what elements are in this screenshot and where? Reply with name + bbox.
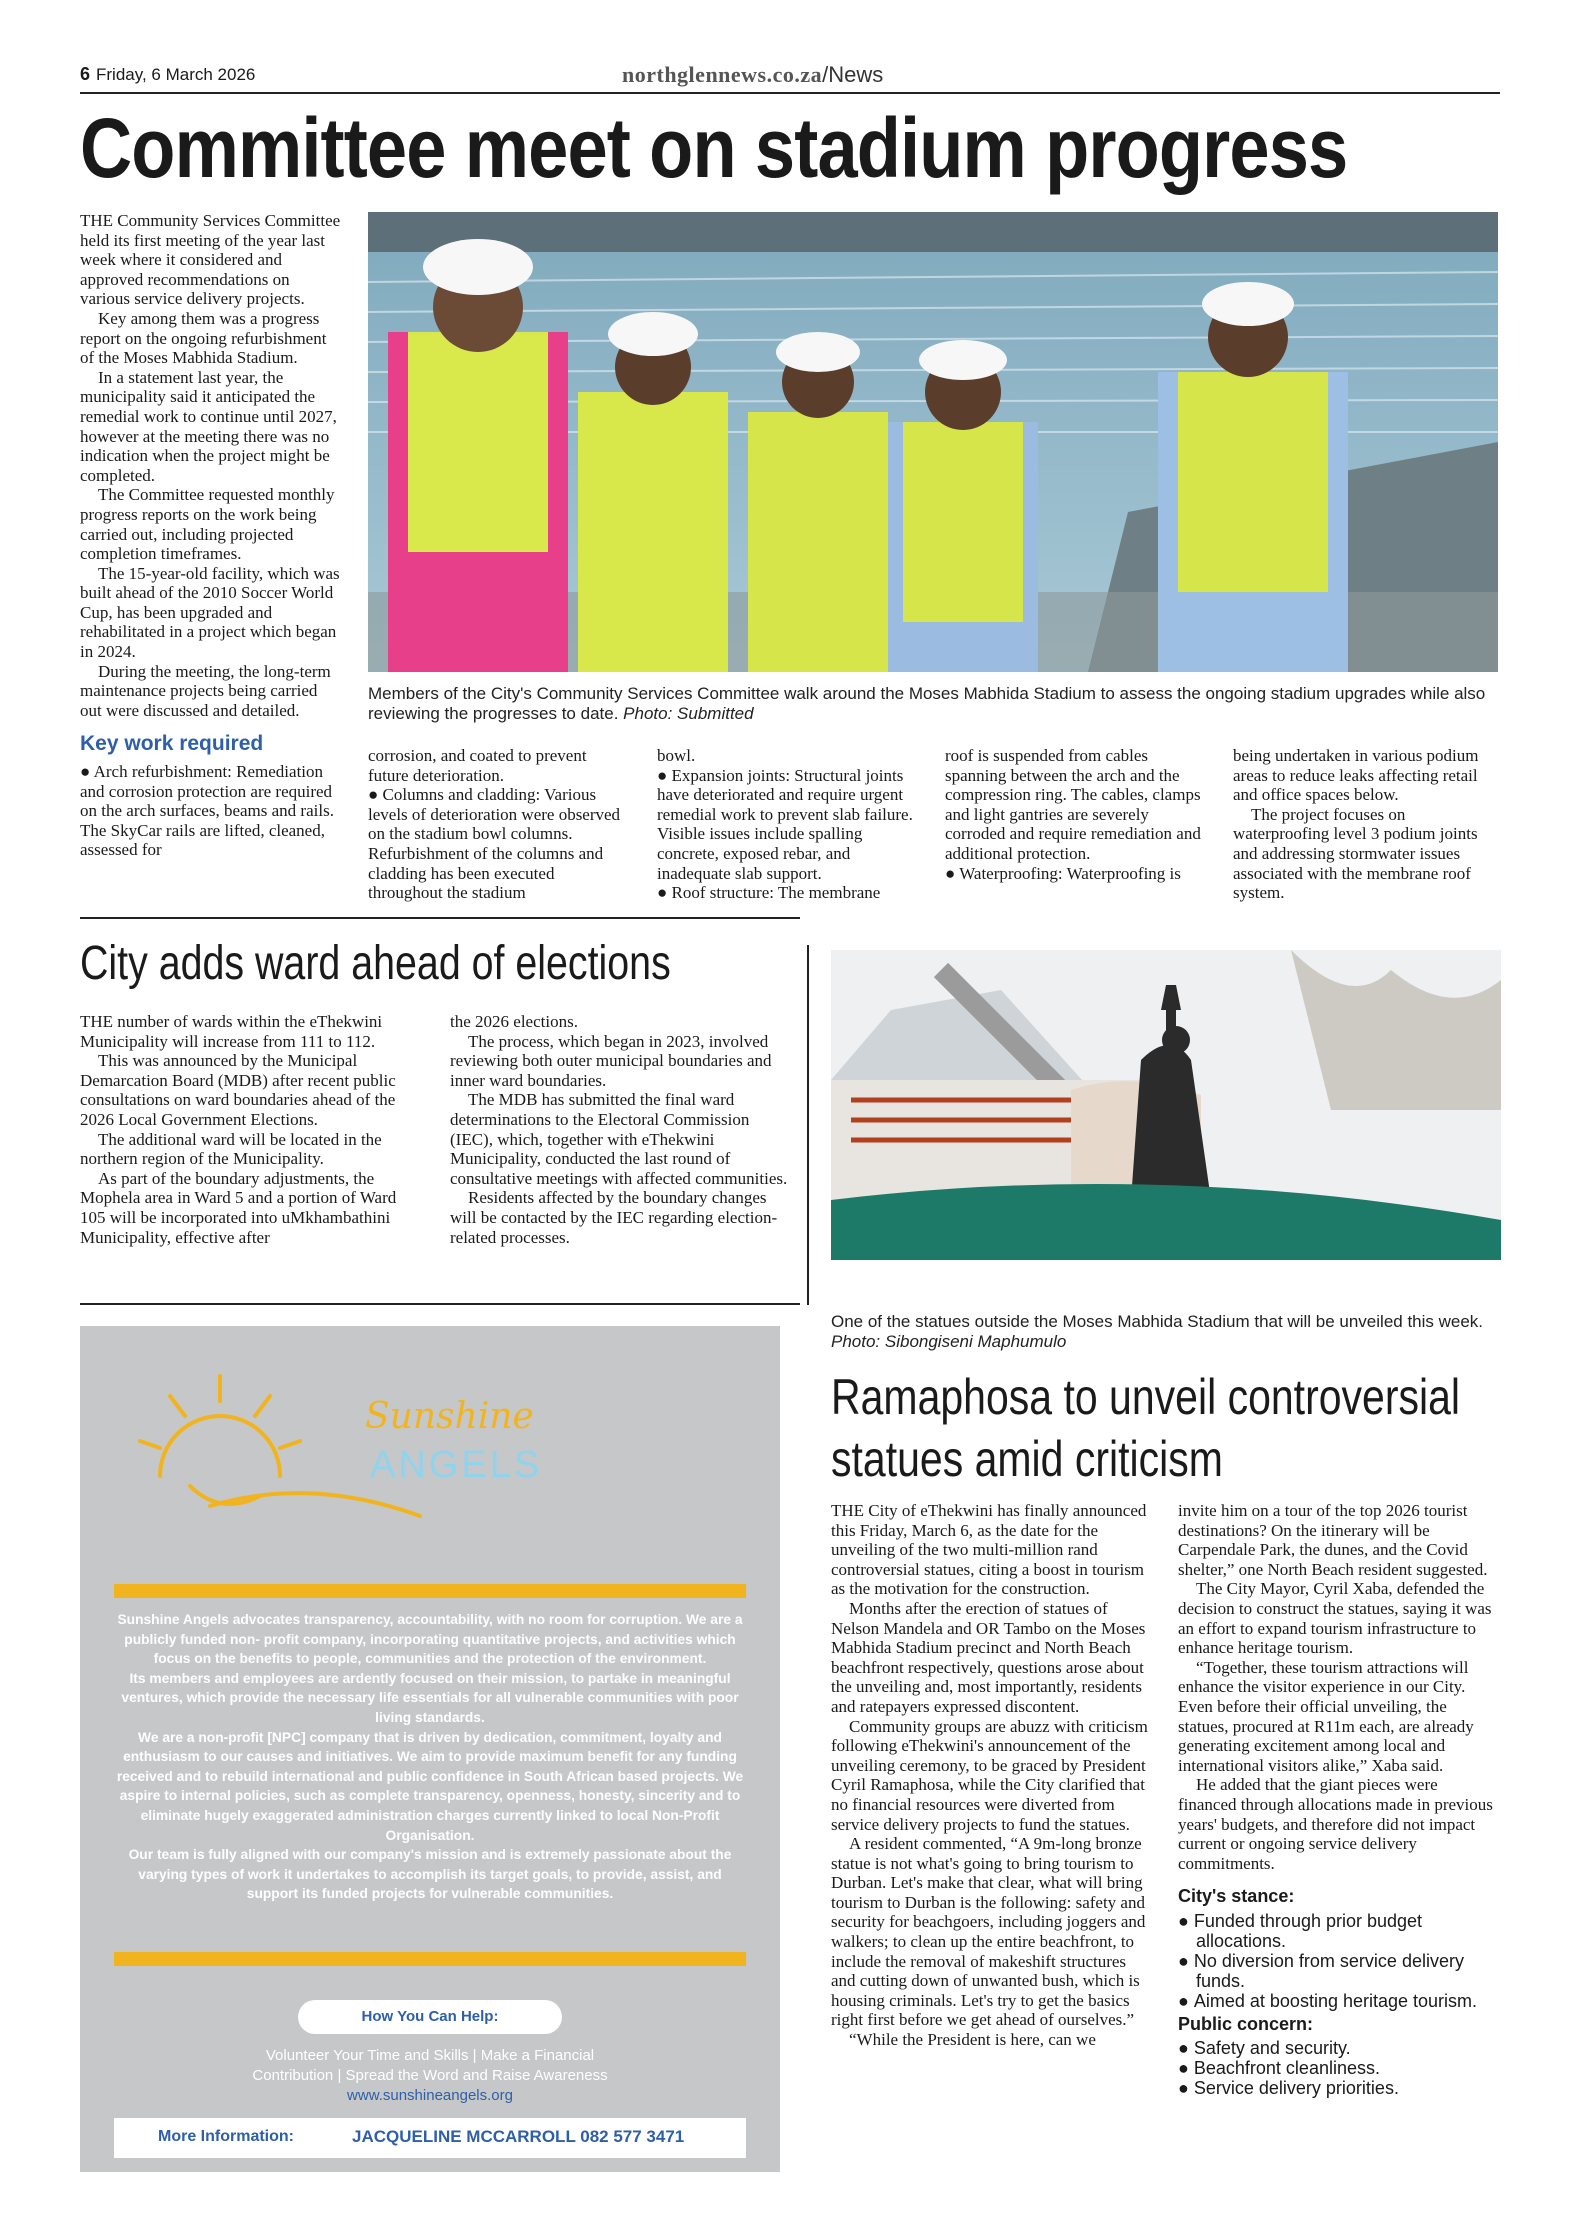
article3-headline: [831, 1366, 1460, 1490]
article3-para: invite him on a tour of the top 2026 tourist destinations? On the itinerary will be Carpendale Park, the dunes, and the Covid shelter,” one North Beach resident suggested.: [1178, 1501, 1488, 1579]
article2-para: The additional ward will be located in the northern region of the Municipality.: [80, 1129, 382, 1169]
article2-headline: City adds ward ahead of elections: [80, 937, 671, 990]
article3-para: “While the President is here, can we: [849, 2030, 1096, 2050]
article1-photo-credit: Photo: Submitted: [623, 704, 754, 723]
section-rule: [80, 917, 800, 919]
bullet-icon: ●: [1178, 1990, 1194, 2011]
article2-col1: [80, 1012, 420, 1247]
article2-para: As part of the boundary adjustments, the Mophela area in Ward 5 and a portion of Ward 105 will be incorporated into uMkhambathini Municipality, effective after: [80, 1168, 397, 1247]
article1-para: Key among them was a progress report on the ongoing refurbishment of the Moses Mabhida Stadium.: [80, 308, 327, 368]
stance-item: [1178, 1951, 1500, 1991]
ad-body-para: We are a non-profit [NPC] company that is driven by dedication, commitment, loyalty and enthusiasm to our causes and initiatives. We aim to provide maximum benefit for any funding received and to rebuild international and public confidence in South African based projects. We aspire to internal policies, such as complete transparency, openness, honesty, sincerity and to eliminate hugely exaggerated administration charges currently linked to local Non-Profit Organisation.: [116, 1729, 744, 1843]
statue-photo: [831, 950, 1501, 1260]
section-rule-ad: [80, 1303, 800, 1305]
concern-item: [1178, 2038, 1500, 2058]
ad-body: [114, 1610, 746, 1904]
bullet-icon: ●: [1178, 1950, 1194, 1971]
article2-col2: [450, 1012, 790, 1247]
concern-text: Service delivery priorities.: [1193, 2078, 1399, 2099]
more-info-label: More Information:: [158, 2128, 294, 2145]
stance-text: Aimed at boosting heritage tourism.: [1193, 1990, 1478, 2011]
article3-para: Months after the erection of statues of Nelson Mandela and OR Tambo on the Moses Mabhida Stadium precinct and North Beach beachfront respectively, questions arose about the unveiling and, most importantly, residents and ratepayers expressed discontent.: [831, 1598, 1146, 1716]
article1-caption: [368, 684, 1498, 724]
article1-para: being undertaken in various podium areas to reduce leaks affecting retail and office spaces below.: [1233, 746, 1479, 805]
page-number: 6: [80, 64, 91, 84]
article2-para: THE number of wards within the eThekwini Municipality will increase from 111 to 112.: [80, 1012, 383, 1051]
stance-title: City's stance:: [1178, 1886, 1295, 1907]
issue-date: Friday, 6 March 2026: [96, 65, 256, 84]
article3-col2: [1178, 1501, 1500, 2098]
ad-body-para: Sunshine Angels advocates transparency, accountability, with no room for corruption. We are a publicly funded non- profit company, incorporating quantitative projects, and activities which focus on the benefits to people, communities and the protection of the environment.: [117, 1612, 743, 1667]
article3-caption: [831, 1312, 1501, 1352]
subhead-key-work: Key work required: [80, 732, 264, 756]
contact-info: JACQUELINE MCCARROLL 082 577 3471: [352, 2127, 685, 2146]
bullet-icon: ●: [1178, 2058, 1194, 2079]
article1-col5: [1233, 746, 1501, 903]
help-line-1: Volunteer Your Time and Skills | Make a Financial: [265, 2047, 595, 2064]
ad-accent-bar-bottom: [114, 1952, 746, 1966]
logo-angels: ANGELS: [370, 1444, 543, 1486]
article2-para: the 2026 elections.: [450, 1012, 578, 1031]
article1-para: The 15-year-old facility, which was built ahead of the 2010 Soccer World Cup, has been upgraded and rehabilitated in a project which began in 2024.: [80, 563, 340, 662]
concern-title: Public concern:: [1178, 2013, 1314, 2034]
bullet-icon: ●: [1178, 2038, 1194, 2059]
article3-caption-text: One of the statues outside the Moses Mabhida Stadium that will be unveiled this week.: [831, 1312, 1484, 1331]
site-name: northglennews.co.za: [622, 62, 823, 87]
section-name: /News: [822, 62, 884, 87]
article3-para: The City Mayor, Cyril Xaba, defended the decision to construct the statues, saying it was an effort to expand tourism infrastructure to enhance heritage tourism.: [1178, 1579, 1492, 1658]
stance-item: [1178, 1911, 1500, 1951]
article1-caption-text: Members of the City's Community Services Committee walk around the Moses Mabhida Stadium to assess the ongoing stadium upgrades while also reviewing the progresses to date.: [368, 684, 1486, 723]
help-line-2: Contribution | Spread the Word and Raise Awareness: [252, 2067, 608, 2084]
concern-text: Safety and security.: [1193, 2038, 1351, 2059]
article3-para: He added that the giant pieces were financed through allocations made in previous years' budgets, and therefore did not impact current or ongoing service delivery commitments.: [1178, 1775, 1493, 1873]
article1-headline: Committee meet on stadium progress: [80, 101, 1348, 195]
concern-item: [1178, 2078, 1500, 2098]
article2-para: This was announced by the Municipal Demarcation Board (MDB) after recent public consultations on ward boundaries ahead of the 2026 Local Government Elections.: [80, 1051, 396, 1129]
article3-photo-credit: Photo: Sibongiseni Maphumulo: [831, 1332, 1067, 1351]
help-pill: How You Can Help:: [298, 2000, 562, 2034]
concern-item: [1178, 2058, 1500, 2078]
article1-col2: corrosion, and coated to prevent future deterioration. ● Columns and cladding: Various levels of deterioration were observed on the stadium bowl columns. Refurbishment of the columns and cladding has been executed throughout the stadium: [368, 746, 621, 903]
article3-para: “Together, these tourism attractions will enhance the visitor experience in our City. Even before their official unveiling, the statues, procured at R11m each, are already generating excitement among local and international visitors alike,” Xaba said.: [1178, 1657, 1474, 1775]
stance-text: Funded through prior budget allocations.: [1193, 1910, 1423, 1951]
article1-para: During the meeting, the long-term maintenance projects being carried out were discussed and detailed.: [80, 661, 331, 720]
stance-text: No diversion from service delivery funds.: [1193, 1950, 1464, 1991]
article2-para: Residents affected by the boundary changes will be contacted by the IEC regarding election-related processes.: [450, 1188, 778, 1247]
article2-para: The MDB has submitted the final ward determinations to the Electoral Commission (IEC), which, together with eThekwini Municipality, conducted the last round of consultative meetings with affected communities.: [450, 1090, 788, 1188]
article1-bullet-arch: ● Arch refurbishment: Remediation and corrosion protection are required on the arch surfaces, beams and rails. The SkyCar rails are lifted, cleaned, assessed for: [80, 762, 334, 860]
article3-col1: [831, 1501, 1149, 2050]
ad-accent-bar-top: [114, 1584, 746, 1598]
ad-body-para: Its members and employees are ardently focused on their mission, to partake in meaningful ventures, which provide the necessary life essentials for all vulnerable communities with poor living standards.: [121, 1670, 739, 1725]
article1-para: The project focuses on waterproofing level 3 podium joints and addressing stormwater issues associated with the membrane roof system.: [1233, 804, 1478, 903]
logo-sunshine: Sunshine: [365, 1396, 534, 1437]
sunshine-angels-ad: [80, 1326, 780, 2172]
stadium-committee-photo: [368, 212, 1498, 672]
ad-website-link[interactable]: www.sunshineangels.org: [347, 2087, 513, 2104]
article1-col3: bowl. ● Expansion joints: Structural joints have deteriorated and require urgent remedial work to prevent slab failure. Visible issues include spalling concrete, exposed rebar, and inadequate slab support. ● Roof structure: The membrane: [657, 746, 913, 903]
article3-headline-line1: Ramaphosa to unveil controversial: [831, 1369, 1461, 1425]
article1-para: In a statement last year, the municipality said it anticipated the remedial work to continue until 2027, however at the meeting there was no indication when the project might be completed.: [80, 367, 337, 485]
header-rule: [80, 92, 1500, 94]
article3-headline-line2: statues amid criticism: [831, 1431, 1223, 1487]
bullet-icon: ●: [1178, 1910, 1194, 1931]
article1-para: THE Community Services Committee held its first meeting of the year last week where it considered and approved recommendations on various service delivery projects.: [80, 211, 341, 309]
article3-para: A resident commented, “A 9m-long bronze statue is not what's going to bring tourism to Durban. Let's make that clear, what will bring tourism to Durban is the following: safety and security for beachgoers, including joggers and walkers; to clean up the entire beachfront, to include the removal of makeshift structures and cutting down of unwanted bush, which is housing criminals. Let's try to get the basics right first before we get ahead of ourselves.”: [831, 1834, 1146, 2030]
stance-item: [1178, 1991, 1500, 2011]
article2-para: The process, which began in 2023, involved reviewing both outer municipal boundaries and inner ward boundaries.: [450, 1031, 772, 1090]
concern-text: Beachfront cleanliness.: [1193, 2058, 1380, 2079]
bullet-icon: ●: [1178, 2078, 1194, 2099]
more-info-bar: [114, 2118, 746, 2158]
article1-col4: roof is suspended from cables spanning between the arch and the compression ring. The cables, clamps and light gantries are severely corroded and require remediation and additional protection. ● Waterproofing: Waterproofing is: [945, 746, 1201, 883]
vertical-divider: [807, 945, 809, 1305]
article1-col1: [80, 211, 342, 860]
article1-para: The Committee requested monthly progress reports on the work being carried out, including projected completion timeframes.: [80, 485, 335, 564]
ad-body-para: Our team is fully aligned with our company's mission and is extremely passionate about the varying types of work it undertakes to accomplish its target goals, to provide, assist, and support its funded projects for vulnerable communities.: [128, 1847, 732, 1902]
article3-para: Community groups are abuzz with criticism following eThekwini's announcement of the unveiling ceremony, to be graced by President Cyril Ramaphosa, while the City clarified that no financial resources were diverted from service delivery projects to fund the statues.: [831, 1716, 1148, 1834]
article3-para: THE City of eThekwini has finally announced this Friday, March 6, as the date for the unveiling of the two multi-million rand controversial statues, citing a boost in tourism as the motivation for the construction.: [831, 1501, 1147, 1599]
site-tag: [622, 62, 883, 88]
